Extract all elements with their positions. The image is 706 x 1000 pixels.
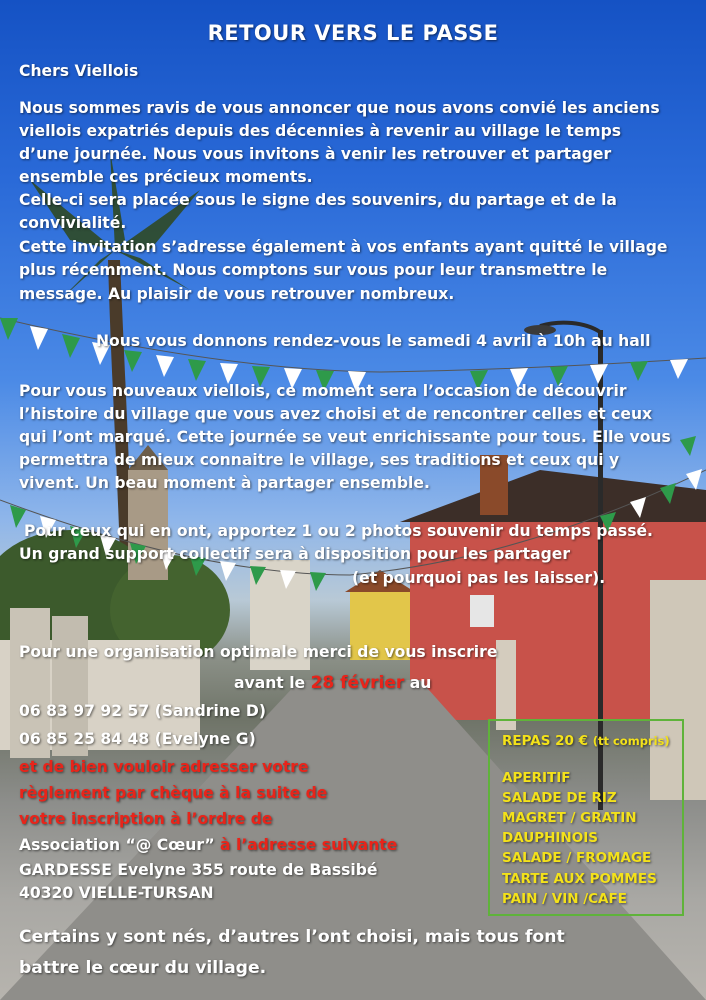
closing-line: Certains y sont nés, d’autres l’ont choisi, mais tous font [19,927,565,947]
intro-line: Nous sommes ravis de vous annoncer que nous avons convié les anciens [19,99,660,117]
photos-line: Un grand support collectif sera à disposition pour les partager [19,545,571,563]
newcomers-line: permettra de mieux connaitre le village, ses traditions et ceux qui y [19,451,620,469]
payment-line: votre inscription à l’ordre de [19,810,273,828]
menu-item: TARTE AUX POMMES [502,871,657,887]
greeting: Chers Viellois [19,62,139,80]
intro-line: Celle-ci sera placée sous le signe des souvenirs, du partage et de la [19,191,617,209]
menu-item: DAUPHINOIS [502,830,598,846]
meal-menu-box [488,719,684,916]
deadline-date: 28 février [310,673,405,693]
intro-line: message. Au plaisir de vous retrouver nombreux. [19,285,455,303]
intro-line: d’une journée. Nous vous invitons à venir les retrouver et partager [19,145,612,163]
deadline-line [234,672,431,695]
address-city: 40320 VIELLE-TURSAN [19,884,214,902]
registration-line: Pour une organisation optimale merci de vous inscrire [19,643,498,661]
intro-line: convivialité. [19,214,127,232]
payment-line: règlement par chèque à la suite de [19,784,328,802]
phone-sandrine: 06 83 97 92 57 (Sandrine D) [19,702,267,720]
intro-line: ensemble ces précieux moments. [19,168,313,186]
photos-line: (et pourquoi pas les laisser). [352,569,606,587]
payment-line: et de bien vouloir adresser votre [19,758,309,776]
page-title: RETOUR VERS LE PASSE [207,21,499,45]
menu-price-note: (tt compris) [592,734,670,748]
address-intro: à l’adresse suivante [220,836,398,854]
intro-line: Cette invitation s’adresse également à vos enfants ayant quitté le village [19,238,668,256]
newcomers-line: qui l’ont marqué. Cette journée se veut enrichissante pour tous. Elle vous [19,428,671,446]
address-name: GARDESSE Evelyne 355 route de Bassibé [19,861,378,879]
intro-line: viellois expatriés depuis des décennies à revenir au village le temps [19,122,622,140]
menu-item: APERITIF [502,770,571,786]
menu-item: SALADE DE RIZ [502,790,617,806]
phone-evelyne: 06 85 25 84 48 (Evelyne G) [19,730,256,748]
photos-line: Pour ceux qui en ont, apportez 1 ou 2 photos souvenir du temps passé. [24,522,653,540]
newcomers-line: vivent. Un beau moment à partager ensemble. [19,474,430,492]
menu-price: REPAS 20 € [502,733,589,749]
menu-item: SALADE / FROMAGE [502,850,652,866]
intro-line: plus récemment. Nous comptons sur vous pour leur transmettre le [19,261,608,279]
deadline-prefix: avant le [234,674,306,692]
deadline-suffix: au [409,674,432,692]
closing-line: battre le cœur du village. [19,958,267,978]
menu-header [502,733,670,749]
menu-item: MAGRET / GRATIN [502,810,637,826]
newcomers-line: Pour vous nouveaux viellois, ce moment sera l’occasion de découvrir [19,382,627,400]
association-line [19,834,397,857]
newcomers-line: l’histoire du village que vous avez choisi et de rencontrer celles et ceux [19,405,653,423]
association-name: Association “@ Cœur” [19,836,215,854]
menu-item: PAIN / VIN /CAFE [502,891,627,907]
rendezvous-line: Nous vous donnons rendez-vous le samedi 4 avril à 10h au hall [96,332,651,350]
